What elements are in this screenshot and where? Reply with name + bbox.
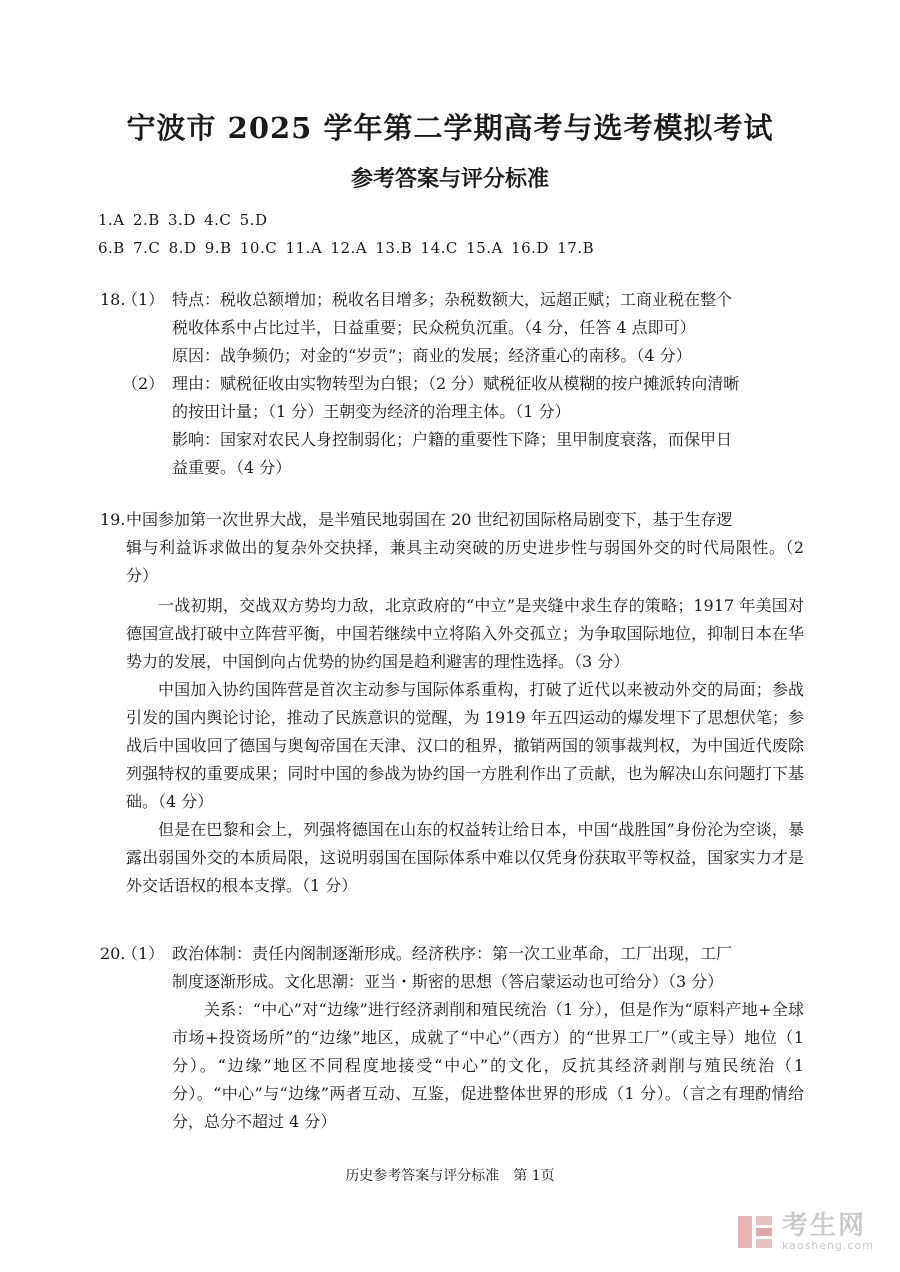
q18-part2-line3: 影响：国家对农民人身控制弱化；户籍的重要性下降；里甲制度衰落，而保甲日: [172, 430, 733, 449]
part-label: （1）: [122, 944, 165, 963]
q19-intro-line1: 中国参加第一次世界大战，是半殖民地弱国在 20 世纪初国际格局剧变下，基于生存逻: [126, 510, 733, 529]
q18-part1-line3: 原因：战争频仍；对金的“岁贡”；商业的发展；经济重心的南移。（4 分）: [172, 346, 692, 365]
page-footer: 历史参考答案与评分标准 第 1页: [345, 1168, 555, 1184]
q18-part1-line2: 税收体系中占比过半，日益重要；民众税负沉重。（4 分，任答 4 点即可）: [172, 318, 696, 337]
watermark-domain: kaosheng.com: [781, 1239, 874, 1252]
question-number: 20.: [100, 944, 126, 963]
q19-paragraph-3: 中国加入协约国阵营是首次主动参与国际体系重构，打破了近代以来被动外交的局面；参战引发的国内舆论讨论，推动了民族意识的觉醒，为 1919 年五四运动的爆发埋下了思想伏笔；参战后中国收回了德国与奥匈帝国在天津、汉口的租界，撤销两国的领事裁判权，为中国近代废除列强特权的重要成果；同时中国的参战为协约国一方胜利作出了贡献，也为解决山东问题打下基础。（4 分）: [126, 680, 804, 811]
question-19: [100, 506, 804, 900]
multiple-choice-answers: [98, 206, 594, 262]
q19-paragraph-1: 辑与利益诉求做出的复杂外交抉择，兼具主动突破的历史进步性与弱国外交的时代局限性。（2 分）: [126, 538, 804, 585]
watermark-name: 考生网: [781, 1211, 866, 1241]
q18-part2-line4: 益重要。（4 分）: [172, 458, 292, 477]
q20-relation-paragraph: 关系：“中心”对“边缘”进行经济剥削和殖民统治（1 分），但是作为“原料产地+全球市场+投资场所”的“边缘”地区，成就了“中心”（西方）的“世界工厂”（或主导）地位（1 分）。“边缘”地区不同程度地接受“中心”的文化，反抗其经济剥削与殖民统治（1 分）。“中心”与“边缘”两者互动、互鉴，促进整体世界的形成（1 分）。（言之有理酌情给分，总分不超过 4 分）: [172, 1000, 804, 1131]
mcq-line-1: 1.A 2.B 3.D 4.C 5.D: [98, 211, 268, 229]
q18-part1-line1: 特点：税收总额增加；税收名目增多；杂税数额大，远超正赋；工商业税在整个: [172, 290, 733, 309]
page-title: 宁波市 2025 学年第二学期高考与选考模拟考试: [126, 111, 774, 145]
q19-paragraph-2: 一战初期，交战双方势均力敌，北京政府的“中立”是夹缝中求生存的策略；1917 年美国对德国宣战打破中立阵营平衡，中国若继续中立将陷入外交孤立；为争取国际地位，抑制日本在华势力的发展，中国倒向占优势的协约国是趋利避害的理性选择。（3 分）: [126, 596, 804, 671]
page-subtitle: 参考答案与评分标准: [350, 166, 549, 192]
q18-part2-line1: 理由：赋税征收由实物转型为白银；（2 分）赋税征收从模糊的按户摊派转向清晰: [172, 374, 740, 393]
q18-part2-line2: 的按田计量；（1 分）王朝变为经济的治理主体。（1 分）: [172, 402, 571, 421]
mcq-line-2: 6.B 7.C 8.D 9.B 10.C 11.A 12.A 13.B 14.C 15.A 16.D 17.B: [98, 239, 595, 257]
q20-part1-line1: 政治体制：责任内阁制逐渐形成。经济秩序：第一次工业革命，工厂出现，工厂: [172, 944, 733, 963]
question-18: [100, 286, 804, 482]
question-20: [100, 940, 804, 1136]
q19-paragraph-4: 但是在巴黎和会上，列强将德国在山东的权益转让给日本，中国“战胜国”身份沦为空谈，暴露出弱国外交的本质局限，这说明弱国在国际体系中难以仅凭身份获取平等权益，国家实力才是外交话语权的根本支撑。（1 分）: [126, 820, 804, 895]
part-label: （2）: [122, 374, 165, 393]
question-number: 18.: [100, 290, 126, 309]
q20-part1-line2: 制度逐渐形成。文化思潮：亚当・斯密的思想（答启蒙运动也可给分）（3 分）: [172, 972, 724, 991]
part-label: （1）: [122, 290, 165, 309]
kaosheng-logo-icon: [736, 1212, 776, 1252]
question-number: 19.: [100, 510, 126, 529]
kaosheng-watermark: [736, 1212, 874, 1252]
